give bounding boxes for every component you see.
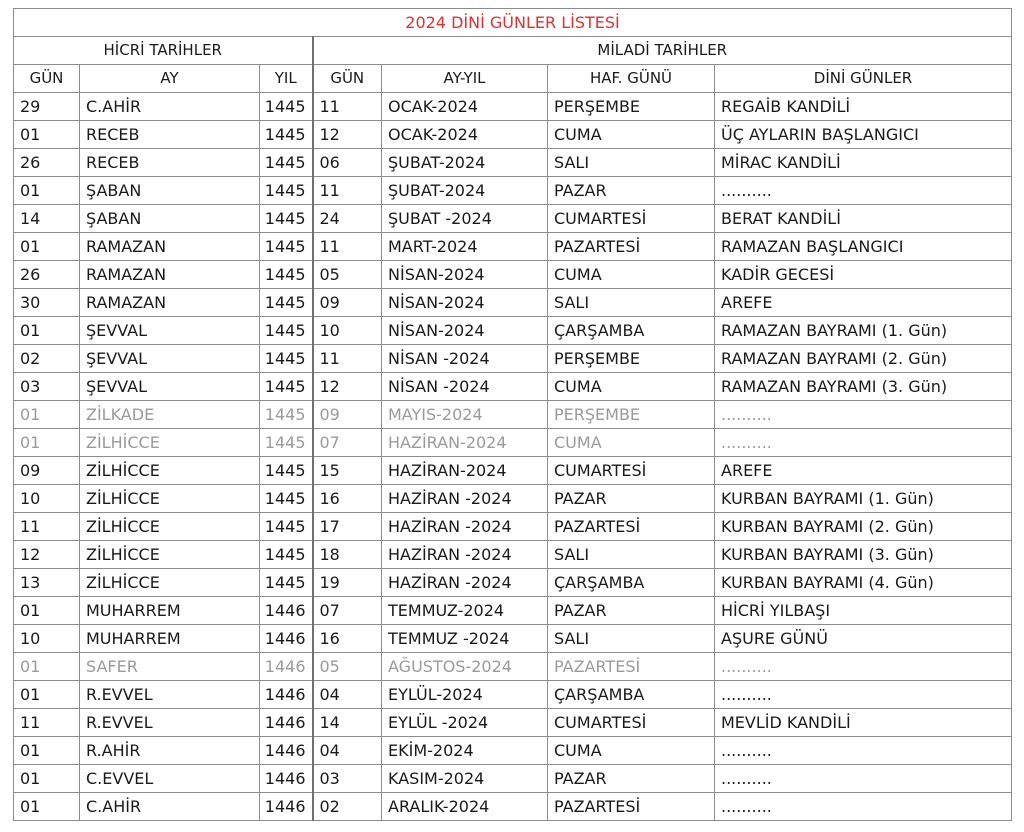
- month-year-cell: HAZİRAN-2024: [382, 457, 548, 485]
- hijri-year-cell: 1445: [260, 569, 313, 597]
- hijri-month-cell: MUHARREM: [80, 597, 260, 625]
- religious-day-cell: ..........: [715, 681, 1012, 709]
- month-year-cell: ARALIK-2024: [382, 793, 548, 821]
- hijri-year-cell: 1445: [260, 261, 313, 289]
- hijri-month-cell: ŞEVVAL: [80, 345, 260, 373]
- religious-day-cell: KADİR GECESİ: [715, 261, 1012, 289]
- hijri-year-cell: 1445: [260, 121, 313, 149]
- table-row: [14, 597, 1012, 625]
- religious-day-cell: KURBAN BAYRAMI (4. Gün): [715, 569, 1012, 597]
- hijri-day-cell: 26: [14, 261, 80, 289]
- religious-day-cell: KURBAN BAYRAMI (2. Gün): [715, 513, 1012, 541]
- weekday-cell: PAZARTESİ: [548, 233, 715, 261]
- gregorian-day-cell: 04: [313, 681, 382, 709]
- gregorian-day-cell: 14: [313, 709, 382, 737]
- hijri-year-cell: 1445: [260, 373, 313, 401]
- hijri-day-cell: 13: [14, 569, 80, 597]
- hijri-day-cell: 12: [14, 541, 80, 569]
- weekday-cell: SALI: [548, 625, 715, 653]
- table-row: [14, 121, 1012, 149]
- weekday-cell: PERŞEMBE: [548, 345, 715, 373]
- weekday-cell: CUMARTESİ: [548, 205, 715, 233]
- month-year-cell: OCAK-2024: [382, 121, 548, 149]
- gregorian-day-cell: 10: [313, 317, 382, 345]
- hijri-day-cell: 01: [14, 793, 80, 821]
- religious-day-cell: ..........: [715, 653, 1012, 681]
- table-title: 2024 DİNİ GÜNLER LİSTESİ: [14, 9, 1012, 37]
- gregorian-day-cell: 12: [313, 373, 382, 401]
- hijri-year-cell: 1445: [260, 485, 313, 513]
- gregorian-day-cell: 05: [313, 261, 382, 289]
- religious-day-cell: RAMAZAN BAYRAMI (2. Gün): [715, 345, 1012, 373]
- gregorian-day-cell: 11: [313, 345, 382, 373]
- hijri-day-cell: 09: [14, 457, 80, 485]
- hijri-month-cell: MUHARREM: [80, 625, 260, 653]
- col-hijri-day: GÜN: [14, 65, 80, 93]
- gregorian-day-cell: 15: [313, 457, 382, 485]
- hijri-day-cell: 11: [14, 513, 80, 541]
- hijri-month-cell: R.EVVEL: [80, 709, 260, 737]
- table-row: [14, 681, 1012, 709]
- religious-day-cell: ..........: [715, 177, 1012, 205]
- month-year-cell: EKİM-2024: [382, 737, 548, 765]
- hijri-day-cell: 01: [14, 429, 80, 457]
- religious-day-cell: ..........: [715, 429, 1012, 457]
- hijri-day-cell: 26: [14, 149, 80, 177]
- weekday-cell: CUMA: [548, 737, 715, 765]
- hijri-day-cell: 03: [14, 373, 80, 401]
- hijri-year-cell: 1445: [260, 93, 313, 121]
- table-row: [14, 737, 1012, 765]
- month-year-cell: MART-2024: [382, 233, 548, 261]
- weekday-cell: SALI: [548, 289, 715, 317]
- hijri-month-cell: ŞEVVAL: [80, 373, 260, 401]
- hijri-year-cell: 1445: [260, 541, 313, 569]
- hijri-year-cell: 1445: [260, 233, 313, 261]
- weekday-cell: CUMARTESİ: [548, 709, 715, 737]
- hijri-month-cell: ZİLHİCCE: [80, 429, 260, 457]
- religious-days-table: [13, 8, 1012, 821]
- hijri-month-cell: RAMAZAN: [80, 289, 260, 317]
- month-year-cell: TEMMUZ -2024: [382, 625, 548, 653]
- table-row: [14, 261, 1012, 289]
- gregorian-day-cell: 02: [313, 793, 382, 821]
- religious-day-cell: ..........: [715, 737, 1012, 765]
- table-row: [14, 709, 1012, 737]
- table-row: [14, 653, 1012, 681]
- hijri-month-cell: ŞABAN: [80, 177, 260, 205]
- gregorian-day-cell: 04: [313, 737, 382, 765]
- hijri-year-cell: 1446: [260, 653, 313, 681]
- table-row: [14, 401, 1012, 429]
- religious-day-cell: ..........: [715, 765, 1012, 793]
- table-row: [14, 765, 1012, 793]
- hijri-year-cell: 1445: [260, 401, 313, 429]
- month-year-cell: HAZİRAN -2024: [382, 541, 548, 569]
- hijri-month-cell: RECEB: [80, 121, 260, 149]
- gregorian-day-cell: 11: [313, 93, 382, 121]
- weekday-cell: PAZAR: [548, 765, 715, 793]
- table-row: [14, 149, 1012, 177]
- religious-day-cell: AREFE: [715, 457, 1012, 485]
- gregorian-day-cell: 12: [313, 121, 382, 149]
- hijri-year-cell: 1445: [260, 289, 313, 317]
- month-year-cell: EYLÜL-2024: [382, 681, 548, 709]
- gregorian-day-cell: 17: [313, 513, 382, 541]
- month-year-cell: ŞUBAT -2024: [382, 205, 548, 233]
- hijri-day-cell: 10: [14, 625, 80, 653]
- month-year-cell: HAZİRAN -2024: [382, 569, 548, 597]
- table-row: [14, 541, 1012, 569]
- col-religious-day: DİNİ GÜNLER: [715, 65, 1012, 93]
- col-weekday: HAF. GÜNÜ: [548, 65, 715, 93]
- hijri-year-cell: 1445: [260, 205, 313, 233]
- hijri-month-cell: R.AHİR: [80, 737, 260, 765]
- hijri-month-cell: RAMAZAN: [80, 261, 260, 289]
- col-gregorian-day: GÜN: [313, 65, 382, 93]
- hijri-month-cell: C.AHİR: [80, 93, 260, 121]
- religious-day-cell: ..........: [715, 401, 1012, 429]
- weekday-cell: PAZARTESİ: [548, 653, 715, 681]
- hijri-year-cell: 1446: [260, 625, 313, 653]
- weekday-cell: PAZARTESİ: [548, 513, 715, 541]
- hijri-day-cell: 01: [14, 765, 80, 793]
- weekday-cell: ÇARŞAMBA: [548, 569, 715, 597]
- weekday-cell: PAZAR: [548, 485, 715, 513]
- hijri-year-cell: 1446: [260, 793, 313, 821]
- hijri-day-cell: 01: [14, 653, 80, 681]
- religious-day-cell: KURBAN BAYRAMI (1. Gün): [715, 485, 1012, 513]
- hijri-month-cell: RAMAZAN: [80, 233, 260, 261]
- hijri-dates-header: HİCRİ TARİHLER: [14, 37, 313, 65]
- religious-day-cell: ..........: [715, 793, 1012, 821]
- table-row: [14, 569, 1012, 597]
- hijri-year-cell: 1445: [260, 457, 313, 485]
- month-year-cell: HAZİRAN -2024: [382, 485, 548, 513]
- table-row: [14, 93, 1012, 121]
- month-year-cell: OCAK-2024: [382, 93, 548, 121]
- table-row: [14, 513, 1012, 541]
- gregorian-day-cell: 07: [313, 429, 382, 457]
- hijri-day-cell: 29: [14, 93, 80, 121]
- month-year-cell: NİSAN -2024: [382, 373, 548, 401]
- hijri-year-cell: 1446: [260, 709, 313, 737]
- hijri-year-cell: 1446: [260, 681, 313, 709]
- month-year-cell: ŞUBAT-2024: [382, 177, 548, 205]
- hijri-year-cell: 1445: [260, 429, 313, 457]
- weekday-cell: PAZARTESİ: [548, 793, 715, 821]
- weekday-cell: ÇARŞAMBA: [548, 317, 715, 345]
- hijri-month-cell: C.EVVEL: [80, 765, 260, 793]
- weekday-cell: SALI: [548, 149, 715, 177]
- hijri-year-cell: 1445: [260, 317, 313, 345]
- religious-day-cell: HİCRİ YILBAŞI: [715, 597, 1012, 625]
- hijri-month-cell: ZİLHİCCE: [80, 569, 260, 597]
- hijri-day-cell: 30: [14, 289, 80, 317]
- weekday-cell: PAZAR: [548, 177, 715, 205]
- gregorian-day-cell: 11: [313, 177, 382, 205]
- table-row: [14, 205, 1012, 233]
- hijri-month-cell: ZİLKADE: [80, 401, 260, 429]
- month-year-cell: KASIM-2024: [382, 765, 548, 793]
- gregorian-day-cell: 05: [313, 653, 382, 681]
- month-year-cell: NİSAN-2024: [382, 261, 548, 289]
- gregorian-day-cell: 19: [313, 569, 382, 597]
- gregorian-day-cell: 07: [313, 597, 382, 625]
- month-year-cell: ŞUBAT-2024: [382, 149, 548, 177]
- month-year-cell: AĞUSTOS-2024: [382, 653, 548, 681]
- hijri-day-cell: 01: [14, 681, 80, 709]
- col-hijri-month: AY: [80, 65, 260, 93]
- gregorian-day-cell: 16: [313, 485, 382, 513]
- month-year-cell: HAZİRAN-2024: [382, 429, 548, 457]
- hijri-day-cell: 11: [14, 709, 80, 737]
- religious-day-cell: MİRAC KANDİLİ: [715, 149, 1012, 177]
- weekday-cell: CUMA: [548, 373, 715, 401]
- month-year-cell: NİSAN -2024: [382, 345, 548, 373]
- table-row: [14, 457, 1012, 485]
- weekday-cell: CUMA: [548, 121, 715, 149]
- hijri-month-cell: R.EVVEL: [80, 681, 260, 709]
- weekday-cell: CUMARTESİ: [548, 457, 715, 485]
- hijri-day-cell: 14: [14, 205, 80, 233]
- weekday-cell: CUMA: [548, 261, 715, 289]
- month-year-cell: EYLÜL -2024: [382, 709, 548, 737]
- table-row: [14, 625, 1012, 653]
- religious-day-cell: RAMAZAN BAYRAMI (1. Gün): [715, 317, 1012, 345]
- table-row: [14, 233, 1012, 261]
- table-row: [14, 177, 1012, 205]
- gregorian-day-cell: 09: [313, 401, 382, 429]
- col-month-year: AY-YIL: [382, 65, 548, 93]
- month-year-cell: NİSAN-2024: [382, 289, 548, 317]
- table-row: [14, 317, 1012, 345]
- hijri-month-cell: RECEB: [80, 149, 260, 177]
- weekday-cell: PERŞEMBE: [548, 93, 715, 121]
- hijri-month-cell: SAFER: [80, 653, 260, 681]
- gregorian-day-cell: 11: [313, 233, 382, 261]
- gregorian-day-cell: 24: [313, 205, 382, 233]
- hijri-year-cell: 1446: [260, 737, 313, 765]
- hijri-month-cell: ZİLHİCCE: [80, 457, 260, 485]
- gregorian-day-cell: 16: [313, 625, 382, 653]
- table-row: [14, 485, 1012, 513]
- gregorian-day-cell: 09: [313, 289, 382, 317]
- weekday-cell: CUMA: [548, 429, 715, 457]
- religious-day-cell: RAMAZAN BAYRAMI (3. Gün): [715, 373, 1012, 401]
- weekday-cell: PAZAR: [548, 597, 715, 625]
- gregorian-day-cell: 06: [313, 149, 382, 177]
- gregorian-day-cell: 18: [313, 541, 382, 569]
- hijri-day-cell: 01: [14, 233, 80, 261]
- hijri-day-cell: 01: [14, 737, 80, 765]
- hijri-day-cell: 01: [14, 401, 80, 429]
- religious-day-cell: AŞURE GÜNÜ: [715, 625, 1012, 653]
- hijri-month-cell: ŞEVVAL: [80, 317, 260, 345]
- table-row: [14, 289, 1012, 317]
- weekday-cell: PERŞEMBE: [548, 401, 715, 429]
- hijri-day-cell: 10: [14, 485, 80, 513]
- religious-day-cell: BERAT KANDİLİ: [715, 205, 1012, 233]
- gregorian-day-cell: 03: [313, 765, 382, 793]
- month-year-cell: TEMMUZ-2024: [382, 597, 548, 625]
- hijri-year-cell: 1445: [260, 345, 313, 373]
- hijri-year-cell: 1445: [260, 149, 313, 177]
- hijri-day-cell: 01: [14, 597, 80, 625]
- hijri-year-cell: 1445: [260, 177, 313, 205]
- religious-day-cell: MEVLİD KANDİLİ: [715, 709, 1012, 737]
- religious-day-cell: KURBAN BAYRAMI (3. Gün): [715, 541, 1012, 569]
- table-row: [14, 373, 1012, 401]
- month-year-cell: NİSAN-2024: [382, 317, 548, 345]
- religious-day-cell: AREFE: [715, 289, 1012, 317]
- month-year-cell: HAZİRAN -2024: [382, 513, 548, 541]
- table-row: [14, 429, 1012, 457]
- hijri-year-cell: 1446: [260, 597, 313, 625]
- table-row: [14, 345, 1012, 373]
- religious-day-cell: RAMAZAN BAŞLANGICI: [715, 233, 1012, 261]
- hijri-month-cell: ŞABAN: [80, 205, 260, 233]
- table-body: [14, 93, 1012, 821]
- table-row: [14, 793, 1012, 821]
- hijri-day-cell: 01: [14, 177, 80, 205]
- weekday-cell: ÇARŞAMBA: [548, 681, 715, 709]
- hijri-month-cell: ZİLHİCCE: [80, 513, 260, 541]
- hijri-year-cell: 1445: [260, 513, 313, 541]
- gregorian-dates-header: MİLADİ TARİHLER: [313, 37, 1012, 65]
- hijri-day-cell: 01: [14, 317, 80, 345]
- hijri-day-cell: 01: [14, 121, 80, 149]
- hijri-month-cell: C.AHİR: [80, 793, 260, 821]
- hijri-year-cell: 1446: [260, 765, 313, 793]
- hijri-month-cell: ZİLHİCCE: [80, 485, 260, 513]
- religious-day-cell: ÜÇ AYLARIN BAŞLANGICI: [715, 121, 1012, 149]
- weekday-cell: SALI: [548, 541, 715, 569]
- month-year-cell: MAYIS-2024: [382, 401, 548, 429]
- religious-day-cell: REGAİB KANDİLİ: [715, 93, 1012, 121]
- col-hijri-year: YIL: [260, 65, 313, 93]
- hijri-day-cell: 02: [14, 345, 80, 373]
- hijri-month-cell: ZİLHİCCE: [80, 541, 260, 569]
